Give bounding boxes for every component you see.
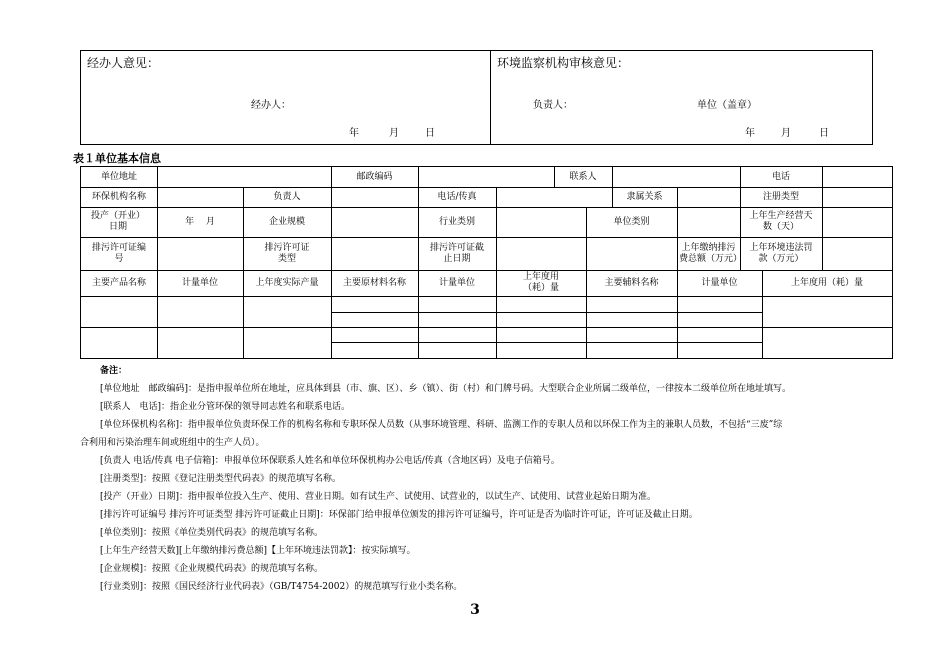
note-line: [联系人 电话]：指企业分管环保的领导同志姓名和联系电话。 [100, 402, 351, 412]
note-line: [负责人 电话/传真 电子信箱]：申报单位环保联系人姓名和单位环保机构办公电话/传真（含地区码）及电子信箱号。 [100, 456, 560, 466]
col-divider [822, 237, 823, 270]
label-consumption-2: 上年度用（耗）量 [790, 277, 863, 288]
label-permit-expiry: 排污许可证截止日期 [429, 242, 484, 264]
handler-opinion-cell [81, 51, 491, 144]
col-divider [677, 207, 678, 237]
col-divider [822, 167, 823, 187]
col-divider [496, 207, 497, 237]
col-divider [331, 237, 332, 270]
label-unit-category: 单位类别 [613, 216, 650, 227]
label-contact: 联系人 [569, 171, 597, 182]
note-line: [行业类别]：按照《国民经济行业代码表》（GB/T4754-2002）的规范填写行业小类名称。 [100, 582, 463, 592]
col-divider [243, 237, 244, 270]
label-affiliation: 隶属关系 [626, 191, 663, 202]
label-actual-output: 上年度实际产量 [255, 277, 319, 288]
value-year-month: 年 月 [185, 216, 215, 227]
label-permit-type: 排污许可证类型 [264, 242, 310, 264]
note-line: [企业规模]：按照《企业规模代码表》的规范填写名称。 [100, 564, 324, 574]
supervision-month: 月 [781, 128, 791, 139]
note-line-continued: 合利用和污染治理车间或班组中的生产人员）。 [80, 438, 265, 448]
note-line: [单位环保机构名称]：指申报单位负责环保工作的机构名称和专职环保人员数（从事环境管理、科研、监测工作的专职人员和以环保工作为主的兼职人员数，不包括“三废”综 [100, 420, 783, 430]
label-phone: 电话 [771, 171, 790, 182]
col-divider [157, 167, 158, 187]
note-line: [单位类别]：按照《单位类别代码表》的规范填写名称。 [100, 528, 324, 538]
note-line: [上年生产经营天数][上年缴纳排污费总额]【上年环境违法罚款】：按实际填写。 [100, 546, 416, 556]
note-line: [单位地址 邮政编码]：是指申报单位所在地址，应具体到县（市、旗、区）、乡（镇）、街（村）和门牌号码。大型联合企业所属二级单位，一律按本二级单位所在地址填写。 [100, 384, 792, 394]
col-divider [418, 237, 419, 270]
notes-header: 备注： [100, 366, 128, 376]
col-divider [822, 187, 823, 207]
handler-year: 年 [349, 128, 359, 139]
supervision-day: 日 [819, 128, 829, 139]
col-divider [740, 207, 741, 237]
col-divider [331, 207, 332, 237]
col-divider [822, 207, 823, 237]
label-industry-category: 行业类别 [438, 216, 475, 227]
label-phone-fax: 电话/传真 [437, 191, 477, 202]
note-line: [排污许可证编号 排污许可证类型 排污许可证截止日期]：环保部门给申报单位颁发的排污许可证编号，许可证是否为临时许可证，许可证及截止日期。 [100, 510, 698, 520]
col-divider [586, 237, 587, 270]
row-divider [81, 327, 892, 328]
label-operating-days: 上年生产经营天数（天） [749, 211, 813, 232]
label-unit-measure-1: 计量单位 [181, 277, 218, 288]
label-responsible: 负责人 [273, 191, 301, 202]
note-line: [投产（开业）日期]：指申报单位投入生产、使用、营业日期。如有试生产、试使用、试营业的，以试生产、试使用、试营业起始日期为准。 [100, 492, 657, 502]
supervision-opinion-title: 环境监察机构审核意见： [497, 56, 630, 70]
handler-label: 经办人： [251, 100, 291, 111]
col-divider [331, 187, 332, 207]
responsible-label: 负责人： [533, 100, 573, 111]
label-start-date: 投产（开业）日期 [91, 211, 146, 232]
note-line: [注册类型]：按照《登记注册类型代码表》的规范填写名称。 [100, 474, 342, 484]
unit-info-table [80, 166, 893, 359]
handler-opinion-title: 经办人意见： [87, 56, 160, 70]
supervision-opinion-cell [491, 51, 872, 144]
label-consumption-1: 上年度用（耗）量 [522, 272, 559, 293]
page-number: 3 [470, 602, 480, 618]
unit-seal-label: 单位（盖章） [697, 100, 757, 111]
handler-day: 日 [425, 128, 435, 139]
label-unit-measure-3: 计量单位 [701, 277, 738, 288]
label-enterprise-scale: 企业规模 [268, 216, 305, 227]
label-unit-measure-2: 计量单位 [438, 277, 475, 288]
label-unit-address: 单位地址 [100, 171, 137, 182]
label-sewage-fee-total: 上年缴纳排污费总额（万元） [679, 242, 743, 264]
col-divider [496, 237, 497, 270]
label-main-product: 主要产品名称 [91, 277, 146, 288]
label-registration-type: 注册类型 [762, 191, 799, 202]
opinion-box [80, 50, 873, 145]
supervision-year: 年 [745, 128, 755, 139]
col-divider [677, 187, 678, 207]
col-divider [418, 167, 419, 187]
col-divider [612, 167, 613, 187]
label-postal-code: 邮政编码 [356, 171, 393, 182]
row-divider [81, 296, 892, 297]
col-divider [157, 187, 158, 207]
sub-row-divider [331, 312, 762, 313]
label-main-raw-material: 主要原材料名称 [342, 277, 406, 288]
col-divider [496, 270, 497, 358]
label-main-auxiliary: 主要辅料名称 [604, 277, 659, 288]
sub-row-divider [331, 342, 762, 343]
handler-month: 月 [389, 128, 399, 139]
col-divider [496, 187, 497, 207]
label-env-fine: 上年环境违法罚款（万元） [749, 242, 813, 264]
notes-section [80, 362, 900, 596]
label-permit-number: 排污许可证编号 [91, 242, 146, 264]
table-title: 表１单位基本信息 [73, 152, 161, 165]
col-divider [157, 237, 158, 270]
label-env-org-name: 环保机构名称 [91, 191, 146, 202]
